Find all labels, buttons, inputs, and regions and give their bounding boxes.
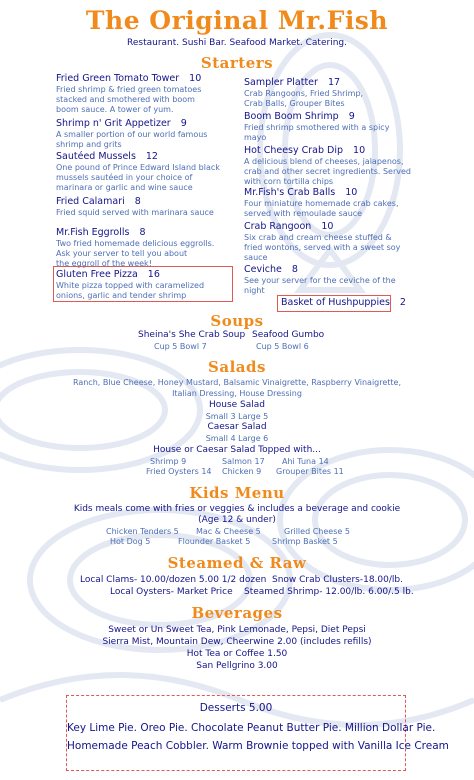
topping-fried-oysters: Fried Oysters 14 (146, 467, 212, 476)
restaurant-tagline: Restaurant. Sushi Bar. Seafood Market. Catering. (127, 38, 347, 48)
topping-shrimp: Shrimp 9 (150, 457, 187, 466)
menu-item-ceviche: Ceviche 8 See your server for the ceviche of the night (244, 264, 396, 295)
desserts-title: Desserts 5.00 (199, 702, 273, 714)
menu-item-mr-fish-eggrolls: Mr.Fish Eggrolls 8 Two fried homemade delicious eggrolls. Ask your server to tell you about the eggroll of the week! (56, 227, 215, 268)
kids-hot-dog: Hot Dog 5 (110, 537, 151, 546)
steamed-shrimp-price: Steamed Shrimp- 12.00/lb. 6.00/.5 lb. (244, 587, 414, 597)
local-clams-price: Local Clams- 10.00/dozen 5.00 1/2 dozen (80, 575, 267, 585)
soups-heading: Soups (210, 312, 264, 330)
steamed-raw-heading: Steamed & Raw (167, 554, 307, 572)
local-oysters-price: Local Oysters- Market Price (110, 587, 233, 597)
menu-item-gluten-free-pizza: Gluten Free Pizza 16 White pizza topped with caramelized onions, garlic and tender shrimp (56, 269, 205, 300)
beverages-line-4: San Pellgrino 3.00 (196, 661, 278, 671)
kids-menu-heading: Kids Menu (189, 484, 285, 502)
beverages-heading: Beverages (191, 604, 283, 622)
restaurant-title: The Original Mr.Fish (85, 6, 389, 35)
beverages-line-1: Sweet or Un Sweet Tea, Pink Lemonade, Pepsi, Diet Pepsi (108, 625, 366, 635)
snow-crab-price: Snow Crab Clusters-18.00/lb. (272, 575, 403, 585)
soup-gumbo-sizes: Cup 5 Bowl 6 (256, 342, 309, 351)
soup-she-crab-sizes: Cup 5 Bowl 7 (154, 342, 207, 351)
kids-mac-cheese: Mac & Cheese 5 (196, 527, 261, 536)
menu-item-crab-rangoon: Crab Rangoon 10 Six crab and cream cheese stuffed & fried wontons, served with a sweet soy sauce (244, 221, 401, 262)
desserts-box (66, 695, 449, 771)
starters-heading: Starters (200, 54, 274, 72)
beverages-line-2: Sierra Mist, Mountain Dew, Cheerwine 2.00 (includes refills) (102, 637, 372, 647)
house-salad-name: House Salad (208, 400, 266, 410)
kids-note-line-2: (Age 12 & under) (198, 515, 276, 525)
salad-dressings-line-1: Ranch, Blue Cheese, Honey Mustard, Balsamic Vinaigrette, Raspberry Vinaigrette, (72, 378, 402, 387)
menu-item-hot-cheesy-crab-dip: Hot Cheesy Crab Dip 10 A delicious blend of cheeses, jalapenos, crab and other secret ingredients. Served with corn tortilla chips (244, 145, 411, 186)
desserts-line-2: Homemade Peach Cobbler. Warm Brownie topped with Vanilla Ice Cream (67, 740, 449, 752)
soup-gumbo-name: Seafood Gumbo (252, 330, 325, 340)
topping-chicken: Chicken 9 (222, 467, 262, 476)
salads-heading: Salads (208, 358, 266, 376)
menu-item-sauteed-mussels: Sautéed Mussels 12 One pound of Prince Edward Island black mussels sautéed in your choice of marinara or garlic and wine sauce (56, 151, 220, 192)
salad-toppings-title: House or Caesar Salad Topped with... (153, 445, 321, 455)
kids-note-line-1: Kids meals come with fries or veggies & includes a beverage and cookie (73, 504, 401, 514)
soup-she-crab-name: Sheina's She Crab Soup (138, 330, 246, 340)
kids-flounder-basket: Flounder Basket 5 (178, 537, 251, 546)
topping-ahi-tuna: Ahi Tuna 14 (282, 457, 329, 466)
kids-chicken-tenders: Chicken Tenders 5 (106, 527, 179, 536)
menu-item-fried-calamari: Fried Calamari 8 Fried squid served with marinara sauce (56, 196, 214, 217)
menu-item-hushpuppies: Basket of Hushpuppies 2 (281, 297, 406, 308)
beverages-line-3: Hot Tea or Coffee 1.50 (186, 649, 288, 659)
kids-shrimp-basket: Shrimp Basket 5 (272, 537, 338, 546)
menu-item-boom-boom-shrimp: Boom Boom Shrimp 9 Fried shrimp smothered with a spicy mayo (244, 111, 390, 142)
house-salad-sizes: Small 3 Large 5 (205, 412, 269, 421)
salad-dressings-line-2: Italian Dressing, House Dressing (172, 389, 302, 398)
desserts-line-1: Key Lime Pie. Oreo Pie. Chocolate Peanut Butter Pie. Million Dollar Pie. (67, 722, 436, 734)
caesar-salad-sizes: Small 4 Large 6 (205, 434, 269, 443)
caesar-salad-name: Caesar Salad (207, 422, 267, 432)
menu-item-crab-balls: Mr.Fish's Crab Balls 10 Four miniature homemade crab cakes, served with remoulade sauce (244, 187, 399, 218)
menu-item-fried-green-tomato-tower: Fried Green Tomato Tower 10 Fried shrimp & fried green tomatoes stacked and smothered with boom boom sauce. A tower of yum. (56, 73, 202, 114)
topping-salmon: Salmon 17 (222, 457, 265, 466)
menu-item-shrimp-grit-appetizer: Shrimp n' Grit Appetizer 9 A smaller portion of our world famous shrimp and grits (56, 118, 208, 149)
menu-item-sampler-platter: Sampler Platter 17 Crab Rangoons, Fried Shrimp, Crab Balls, Grouper Bites (244, 77, 364, 108)
topping-grouper-bites: Grouper Bites 11 (276, 467, 344, 476)
kids-grilled-cheese: Grilled Cheese 5 (284, 527, 350, 536)
